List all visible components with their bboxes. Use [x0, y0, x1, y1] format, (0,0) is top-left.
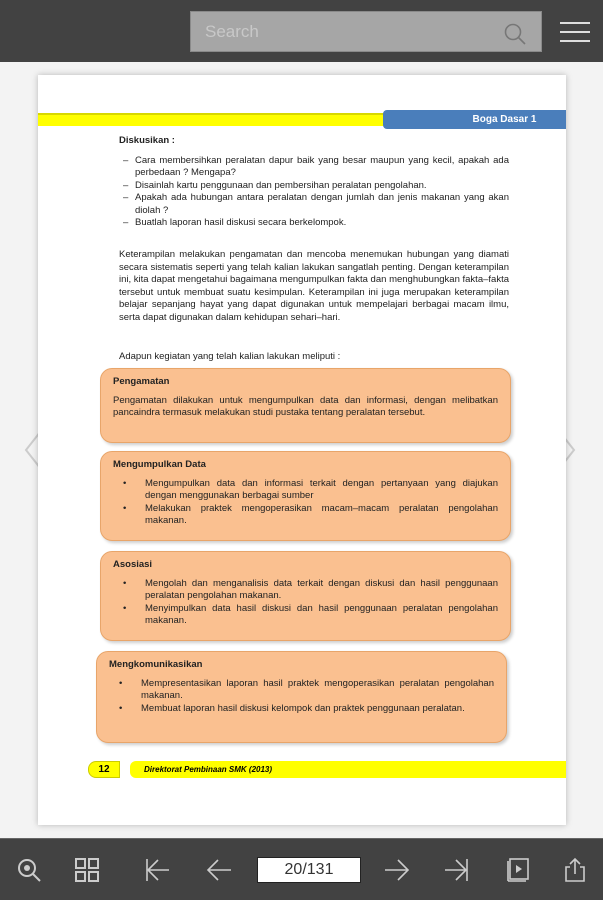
list-item: – Buatlah laporan hasil diskusi secara berkelompok.	[123, 217, 509, 230]
first-page-icon[interactable]	[144, 857, 170, 883]
box-title: Pengamatan	[113, 376, 170, 387]
list-item: • Menyimpulkan data hasil diskusi dan hasil penggunaan peralatan pengolahan makanan.	[113, 603, 498, 628]
book-page	[38, 75, 566, 825]
share-icon[interactable]	[562, 857, 588, 883]
list-item: • Mengolah dan menganalisis data terkait dengan diskusi dan hasil penggunaan peralatan pengolahan makanan.	[113, 578, 498, 603]
list-item: • Mengumpulkan data dan informasi terkait dengan pertanyaan yang diajukan dengan menggunakan berbagai sumber	[113, 478, 498, 503]
list-item: • Melakukan praktek mengoperasikan macam–macam peralatan pengolahan makanan.	[113, 503, 498, 528]
page-number: 12	[88, 761, 120, 778]
thumbnails-grid-icon[interactable]	[74, 857, 100, 883]
search-input[interactable]	[205, 20, 485, 44]
box-title: Asosiasi	[113, 559, 153, 570]
menu-icon[interactable]	[560, 22, 590, 44]
top-bar	[0, 0, 603, 62]
box-title: Mengkomunikasikan	[109, 659, 203, 670]
discussion-title: Diskusikan :	[119, 135, 175, 146]
header-tab: Boga Dasar 1	[383, 110, 566, 129]
list-item: – Disainlah kartu penggunaan dan pembersihan peralatan pengolahan.	[123, 180, 509, 193]
mengumpulkan-data-box	[100, 451, 511, 541]
zoom-icon[interactable]	[16, 857, 42, 883]
search-icon[interactable]	[503, 22, 527, 46]
last-page-icon[interactable]	[444, 857, 470, 883]
box-text: Pengamatan dilakukan untuk mengumpulkan data dan informasi, dengan melibatkan pancaindra termasuk melakukan studi pustaka tentang peralatan tersebut.	[113, 394, 498, 418]
box-title: Mengumpulkan Data	[113, 459, 206, 470]
footer-text: Direktorat Pembinaan SMK (2013)	[130, 761, 566, 778]
mengkomunikasikan-box	[96, 651, 507, 743]
asosiasi-box	[100, 551, 511, 641]
page-indicator-input[interactable]: 20/131	[257, 857, 361, 883]
body-paragraph: Keterampilan melakukan pengamatan dan mencoba menemukan hubungan yang diamati secara sistematis seperti yang telah kalian lakukan sangatlah penting. Dengan keterampilan ini, kita dapat mengetahui bagaimana mengumpulkan fakta dan menghubungkan fakta–fakta tersebut untuk membuat suatu kesimpulan. Keterampilan ini juga merupakan keterampilan belajar sepanjang hayat yang dapat digunakan untuk mempelajari berbagai macam ilmu, serta dapat digunakan dalam kehidupan sehari–hari.	[119, 249, 509, 323]
list-item: • Membuat laporan hasil diskusi kelompok dan praktek penggunaan peralatan.	[109, 703, 494, 716]
pengamatan-box	[100, 368, 511, 443]
list-item: – Cara membersihkan peralatan dapur baik yang besar maupun yang kecil, apakah ada perbedaan ? Mengapa?	[123, 155, 509, 180]
list-item: – Apakah ada hubungan antara peralatan dengan jumlah dan jenis makanan yang akan diolah ?	[123, 192, 509, 217]
intro-text: Adapun kegiatan yang telah kalian lakukan meliputi :	[119, 351, 341, 362]
previous-page-icon[interactable]	[206, 857, 232, 883]
bottom-toolbar	[0, 838, 603, 900]
discussion-section	[119, 135, 509, 230]
next-page-icon[interactable]	[384, 857, 410, 883]
header-yellow-bar	[38, 113, 388, 126]
slideshow-icon[interactable]	[506, 857, 532, 883]
search-box[interactable]	[190, 11, 542, 52]
list-item: • Mempresentasikan laporan hasil praktek mengoperasikan peralatan pengolahan makanan.	[109, 678, 494, 703]
